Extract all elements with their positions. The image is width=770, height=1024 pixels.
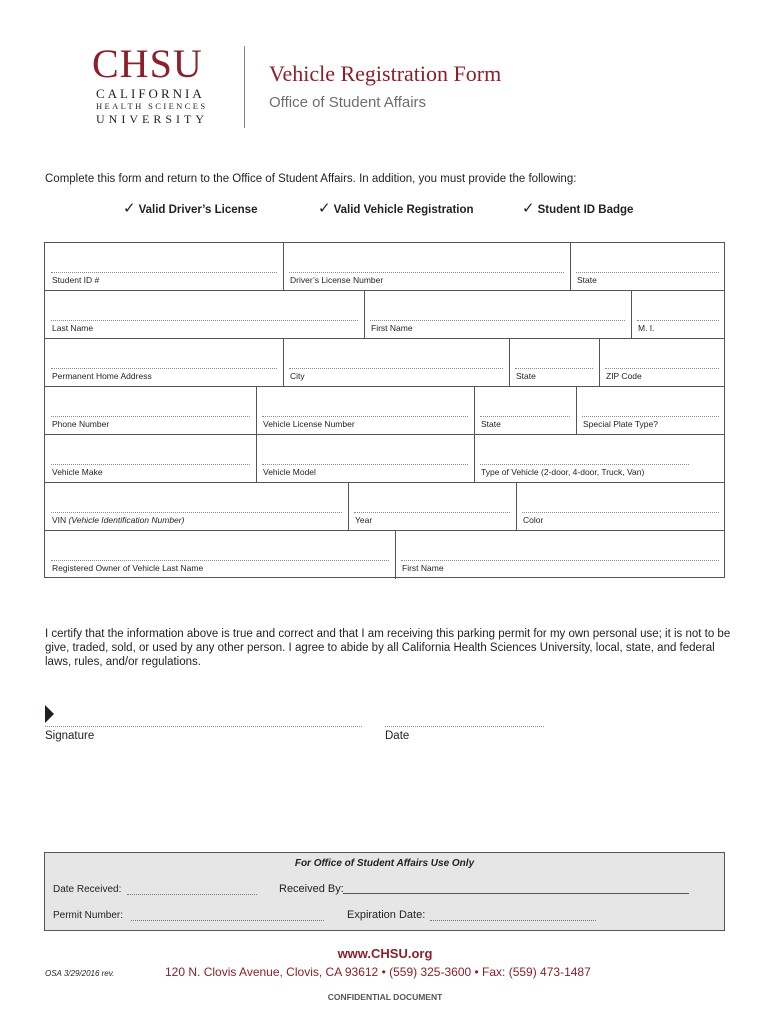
vin-field[interactable]: VIN (Vehicle Identification Number) xyxy=(45,483,348,530)
first-name-field[interactable]: First Name xyxy=(364,291,631,338)
intro-text: Complete this form and return to the Office of Student Affairs. In addition, you must provide the following: xyxy=(45,173,577,185)
signature-arrow-icon xyxy=(45,705,54,723)
zip-code-field[interactable]: ZIP Code xyxy=(599,339,725,386)
student-id-field[interactable]: Student ID # xyxy=(45,243,283,290)
date-received-line[interactable] xyxy=(127,894,257,895)
vehicle-type-field[interactable]: Type of Vehicle (2-door, 4-door, Truck, Van) xyxy=(474,435,725,482)
signature-label: Signature xyxy=(45,730,95,742)
logo-line-university: UNIVERSITY xyxy=(96,112,208,126)
permit-number-line[interactable] xyxy=(131,920,324,921)
date-label: Date xyxy=(385,730,410,742)
form-subtitle: Office of Student Affairs xyxy=(269,94,427,111)
vehicle-license-number-field[interactable]: Vehicle License Number xyxy=(256,387,474,434)
received-by-label: Received By: xyxy=(279,883,344,895)
permit-number-label: Permit Number: xyxy=(53,910,124,921)
footer-website[interactable]: www.CHSU.org xyxy=(337,946,433,961)
date-received-label: Date Received: xyxy=(53,884,122,895)
date-line[interactable] xyxy=(385,726,544,727)
logo-wordmark: CHSU xyxy=(92,41,203,86)
logo-line-health-sciences: HEALTH SCIENCES xyxy=(96,101,208,111)
office-use-box xyxy=(44,852,725,931)
signature-line[interactable] xyxy=(45,726,362,727)
confidential-label: CONFIDENTIAL DOCUMENT xyxy=(327,992,443,1002)
received-by-line[interactable] xyxy=(343,893,689,894)
vehicle-year-field[interactable]: Year xyxy=(348,483,516,530)
phone-number-field[interactable]: Phone Number xyxy=(45,387,256,434)
requirement-student-id-badge: ✓ Student ID Badge xyxy=(522,200,634,217)
form-title: Vehicle Registration Form xyxy=(269,61,502,86)
owner-last-name-field[interactable]: Registered Owner of Vehicle Last Name xyxy=(45,531,395,578)
last-name-field[interactable]: Last Name xyxy=(45,291,364,338)
city-field[interactable]: City xyxy=(283,339,509,386)
revision-note: OSA 3/29/2016 rev. xyxy=(45,969,115,978)
expiration-date-label: Expiration Date: xyxy=(347,909,426,921)
drivers-license-field[interactable]: Driver’s License Number xyxy=(283,243,570,290)
expiration-date-line[interactable] xyxy=(430,920,596,921)
license-state-field[interactable]: State xyxy=(570,243,725,290)
vehicle-model-field[interactable]: Vehicle Model xyxy=(256,435,474,482)
vehicle-color-field[interactable]: Color xyxy=(516,483,725,530)
special-plate-type-field[interactable]: Special Plate Type? xyxy=(576,387,725,434)
plate-state-field[interactable]: State xyxy=(474,387,576,434)
registration-fields-grid xyxy=(44,242,725,578)
certification-statement: I certify that the information above is true and correct and that I am receiving this parking permit for my own personal use; it is not to be give, traded, sold, or used by any other person. I agree to abide by all California Health Sciences University, local, state, and federal laws, rules, and/or regulations. xyxy=(45,628,731,668)
vehicle-make-field[interactable]: Vehicle Make xyxy=(45,435,256,482)
requirement-vehicle-registration: ✓ Valid Vehicle Registration xyxy=(318,200,474,217)
office-use-title: For Office of Student Affairs Use Only xyxy=(294,858,475,869)
check-icon: ✓ xyxy=(522,200,535,217)
middle-initial-field[interactable]: M. I. xyxy=(631,291,725,338)
logo-line-california: CALIFORNIA xyxy=(96,86,205,101)
requirement-drivers-license: ✓ Valid Driver’s License xyxy=(123,200,258,217)
check-icon: ✓ xyxy=(318,200,331,217)
footer-address: 120 N. Clovis Avenue, Clovis, CA 93612 • (559) 325-3600 • Fax: (559) 473-1487 xyxy=(165,965,591,979)
home-address-field[interactable]: Permanent Home Address xyxy=(45,339,283,386)
owner-first-name-field[interactable]: First Name xyxy=(395,531,725,578)
header-divider xyxy=(244,46,245,128)
check-icon: ✓ xyxy=(123,200,136,217)
address-state-field[interactable]: State xyxy=(509,339,599,386)
